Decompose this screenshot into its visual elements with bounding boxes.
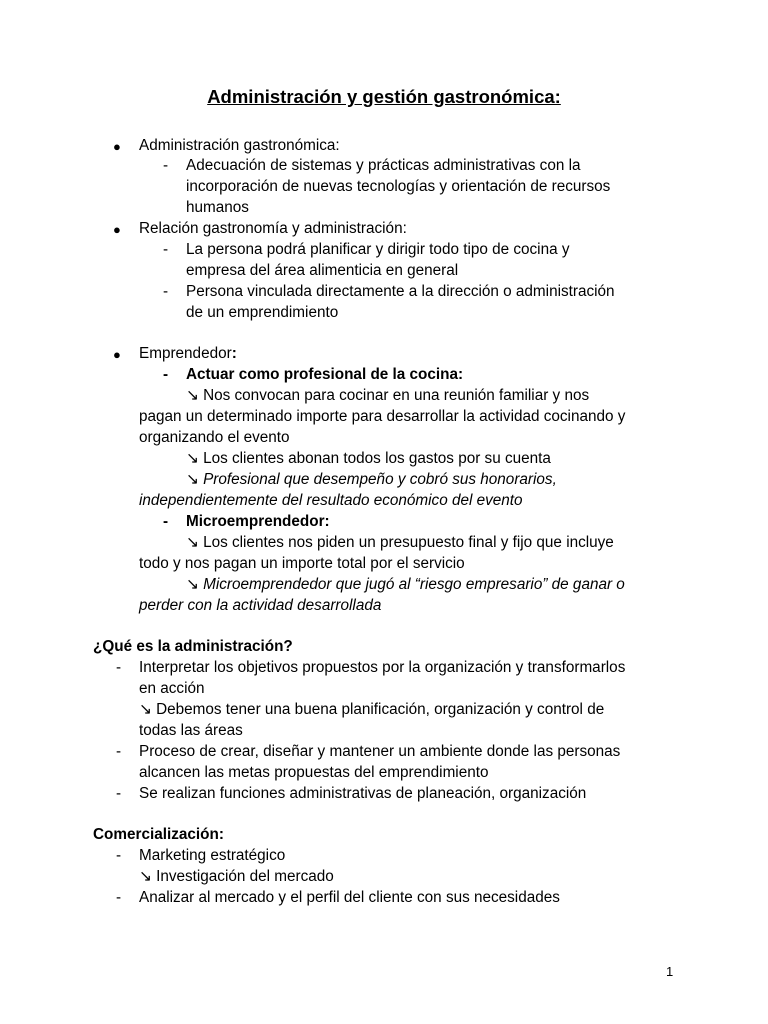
- section-heading-colon: :: [231, 345, 237, 362]
- note-line: perder con la actividad desarrollada: [139, 597, 382, 614]
- list-item-line: Marketing estratégico: [139, 847, 286, 864]
- dash-icon: -: [116, 847, 122, 864]
- dash-icon: -: [163, 366, 169, 383]
- arrow-icon: ↘: [186, 450, 199, 467]
- list-item-line: empresa del área alimenticia en general: [186, 262, 459, 279]
- arrow-icon: ↘: [186, 387, 199, 404]
- page-number: 1: [666, 964, 674, 979]
- arrow-icon: ↘: [186, 534, 199, 551]
- dash-icon: -: [163, 157, 169, 174]
- list-item-line: de un emprendimiento: [186, 304, 339, 321]
- note-line: independientemente del resultado económico del evento: [139, 492, 523, 509]
- list-item-line: La persona podrá planificar y dirigir todo tipo de cocina y: [186, 241, 570, 258]
- arrow-icon: ↘: [139, 868, 152, 885]
- dash-icon: -: [163, 283, 169, 300]
- section-heading-administracion-gastronomica: Administración gastronómica:: [139, 137, 340, 154]
- dash-icon: -: [163, 513, 169, 530]
- list-item-line: alcancen las metas propuestas del emprendimiento: [139, 764, 489, 781]
- note-line: ↘ Microemprendedor que jugó al “riesgo empresario” de ganar o: [186, 576, 625, 593]
- document-title: Administración y gestión gastronómica:: [207, 86, 561, 107]
- dash-icon: -: [116, 659, 122, 676]
- dash-icon: -: [116, 743, 122, 760]
- arrow-icon: ↘: [186, 576, 199, 593]
- subheading-actuar-como-profesional: Actuar como profesional de la cocina:: [186, 366, 464, 383]
- subheading-microemprendedor: Microemprendedor:: [186, 513, 330, 530]
- dash-icon: -: [163, 241, 169, 258]
- note-line: ↘ Los clientes abonan todos los gastos por su cuenta: [186, 450, 551, 467]
- note-line: ↘ Los clientes nos piden un presupuesto final y fijo que incluye: [186, 534, 614, 551]
- note-line: ↘ Investigación del mercado: [139, 868, 334, 885]
- bullet-icon: ●: [113, 222, 121, 237]
- list-item-line: Adecuación de sistemas y prácticas administrativas con la: [186, 157, 581, 174]
- note-line: ↘ Nos convocan para cocinar en una reunión familiar y nos: [186, 387, 590, 404]
- list-item-line: Analizar al mercado y el perfil del cliente con sus necesidades: [139, 889, 560, 906]
- list-item-line: Persona vinculada directamente a la dirección o administración: [186, 283, 615, 300]
- note-line: ↘ Profesional que desempeño y cobró sus honorarios,: [186, 471, 557, 488]
- dash-icon: -: [116, 785, 122, 802]
- arrow-icon: ↘: [139, 701, 152, 718]
- note-line: todo y nos pagan un importe total por el servicio: [139, 555, 465, 572]
- note-line: ↘ Debemos tener una buena planificación, organización y control de: [139, 701, 605, 718]
- note-line: todas las áreas: [139, 722, 243, 739]
- list-item-line: Interpretar los objetivos propuestos por la organización y transformarlos: [139, 659, 626, 676]
- section-heading-emprendedor: [139, 344, 237, 364]
- list-item-line: en acción: [139, 680, 205, 697]
- list-item-line: Se realizan funciones administrativas de planeación, organización: [139, 785, 587, 802]
- note-line: organizando el evento: [139, 429, 290, 446]
- arrow-icon: ↘: [186, 471, 199, 488]
- list-item-line: humanos: [186, 199, 249, 216]
- section-heading-que-es-la-administracion: ¿Qué es la administración?: [93, 638, 293, 655]
- bullet-icon: ●: [113, 347, 121, 362]
- section-heading-comercializacion: Comercialización:: [93, 826, 224, 843]
- bullet-icon: ●: [113, 139, 121, 154]
- note-line: pagan un determinado importe para desarrollar la actividad cocinando y: [139, 408, 626, 425]
- list-item-line: Proceso de crear, diseñar y mantener un ambiente donde las personas: [139, 743, 621, 760]
- list-item-line: incorporación de nuevas tecnologías y orientación de recursos: [186, 178, 611, 195]
- section-heading-text: Emprendedor: [139, 345, 232, 362]
- dash-icon: -: [116, 889, 122, 906]
- section-heading-relacion: Relación gastronomía y administración:: [139, 220, 407, 237]
